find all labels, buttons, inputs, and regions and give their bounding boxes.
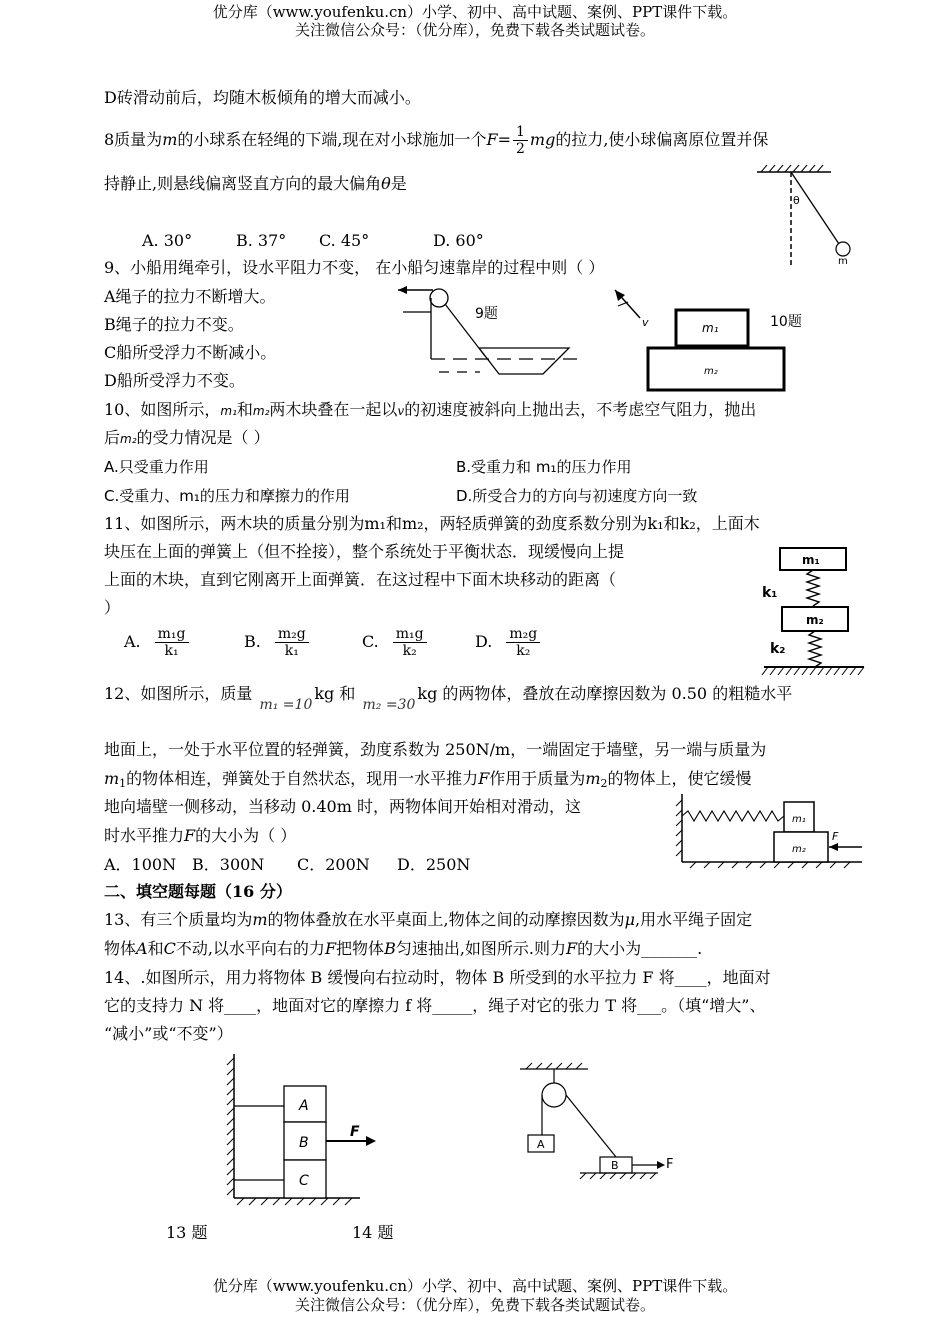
q10-stem-line2: 后m₂的受力情况是（ ） [104,428,270,447]
m1-block-label: m₁ [702,321,719,335]
q8-option-d: D. 60° [433,231,484,250]
q9-option-c: C船所受浮力不断减小。 [104,343,277,362]
q12-stem-line1: 12、如图所示，质量 m₁ =10kg 和 m₂ =30kg 的两物体，叠放在动摩擦因数为 0.50 的粗糙水平 [104,684,793,713]
q11-springs-figure [760,545,890,680]
q7-option-d: D砖滑动前后，均随木板倾角的增大而减小。 [104,88,421,107]
footer-line-2: 关注微信公众号：（优分库），免费下载各类试题试卷。 [294,1296,655,1314]
q14-stem-line1: 14、.如图所示，用力将物体 B 缓慢向右拉动时，物体 B 所受到的水平拉力 F 将____，地面对 [104,968,771,987]
m2-block-label: m₂ [704,366,718,377]
block-b-label: B [299,1135,309,1151]
q10-figure-label: 10题 [770,314,802,330]
q11-option-d: D. $\frac{\text{m₂g}}{\text{k₂}}$ [475,626,542,659]
q12-stem-line2: 地面上，一处于水平位置的轻弹簧，劲度系数为 250N/m，一端固定于墙壁，另一端与质量为 [104,740,767,759]
q12-stem-line3: $m_1$的物体相连，弹簧处于自然状态，现用一水平推力F作用于质量为$m_2$的物体上，使它缓慢 [104,769,752,790]
q9-option-a: A绳子的拉力不断增大。 [104,287,276,306]
header-line-2: 关注微信公众号：（优分库），免费下载各类试题试卷。 [294,21,655,39]
section-2-title: 二、填空题每题（16 分） [104,882,292,901]
q9-boat-figure [395,284,585,379]
q11-stem-line1: 11、如图所示，两木块的质量分别为m₁和m₂，两轻质弹簧的劲度系数分别为k₁和k₂，上面木 [104,514,760,533]
block-c-label: C [299,1173,309,1189]
q13-stem-line2: 物体A和C不动,以水平向右的力F把物体B匀速抽出,如图所示.则力F的大小为_______. [104,939,703,958]
half-fraction: $\frac{1}{2}$ [513,124,528,157]
q13-figure-caption: 13 题 [166,1223,208,1242]
force-label: F [350,1124,360,1140]
block-a-label: A [299,1098,309,1114]
q8-stem-line2: 持静止,则悬线偏离竖直方向的最大偏角θ是 [104,174,407,193]
q12-spring-figure [676,792,866,868]
q11-option-a: A. $\frac{\text{m₁g}}{\text{k₁}}$ [124,626,191,659]
q13-stem-line1: 13、有三个质量均为m的物体叠放在水平桌面上,物体之间的动摩擦因数为μ,用水平绳子固定 [104,910,753,929]
q12-option-c: C．200N [297,855,370,874]
q8-option-a: A. 30° [142,231,193,250]
q8-option-b: B. 37° [236,231,287,250]
header-line-1: 优分库（www.youfenku.cn）小学、初中、高中试题、案例、PPT课件下载。 [212,3,738,21]
q10-option-b: B.受重力和 m₁的压力作用 [456,458,632,476]
m1-label: m₁ [792,814,806,825]
q11-option-c: C. $\frac{\text{m₁g}}{\text{k₂}}$ [362,626,429,659]
q8-option-c: C. 45° [319,231,370,250]
q8-stem-line1: 8质量为m的小球系在轻绳的下端,现在对小球施加一个F= $\frac{1}{2}$ mg的拉力,使小球偏离原位置并保 [104,124,769,157]
q12-option-a: A．100N [104,855,177,874]
q9-figure-label: 9题 [475,306,498,322]
k1-label: k₁ [762,585,778,601]
k2-label: k₂ [770,641,786,657]
q8-pendulum-figure [755,168,865,268]
q11-stem-line2: 块压在上面的弹簧上（但不拴接），整个系统处于平衡状态．现缓慢向上提 [104,542,625,561]
q14-figure-caption: 14 题 [352,1223,394,1242]
q10-option-c: C.受重力、m₁的压力和摩擦力的作用 [104,487,350,505]
block-b-label: B [611,1159,619,1172]
q14-stem-line3: “减小”或“不变”） [104,1024,233,1043]
q10-stem-line1: 10、如图所示，m₁和m₂两木块叠在一起以v的初速度被斜向上抛出去，不考虑空气阻力，抛出 [104,400,757,419]
q9-option-b: B绳子的拉力不变。 [104,315,244,334]
q12-option-d: D．250N [397,855,471,874]
q13-blocks-figure [220,1052,380,1207]
q14-stem-line2: 它的支持力 N 将____，地面对它的摩擦力 f 将_____，绳子对它的张力 T 将___。（填“增大”、 [104,996,766,1015]
q11-option-b: B. $\frac{\text{m₂g}}{\text{k₁}}$ [244,626,311,659]
footer-line-1: 优分库（www.youfenku.cn）小学、初中、高中试题、案例、PPT课件下载。 [212,1277,738,1295]
q12-stem-line5: 时水平推力F的大小为（ ） [104,826,297,845]
q10-option-d: D.所受合力的方向与初速度方向一致 [456,487,698,505]
mass-label: m [838,256,848,267]
m2-label: m₂ [792,844,806,855]
q10-option-a: A.只受重力作用 [104,458,209,476]
block-a-label: A [537,1138,545,1151]
m2-label: m₂ [806,613,824,627]
theta-label: θ [793,194,800,207]
q11-stem-line4: ） [104,598,121,617]
q14-pulley-figure [518,1065,688,1185]
m1-label: m₁ [802,553,820,567]
force-label: F [666,1157,674,1172]
velocity-label: v [642,316,649,329]
q9-option-d: D船所受浮力不变。 [104,371,245,390]
q11-stem-line3: 上面的木块，直到它刚离开上面弹簧．在这过程中下面木块移动的距离（ [104,570,617,589]
q10-blocks-figure [612,288,812,393]
force-label: F [832,830,839,843]
q9-stem: 9、小船用绳牵引，设水平阻力不变， 在小船匀速靠岸的过程中则（ ） [104,258,605,277]
q12-option-b: B．300N [192,855,265,874]
q12-stem-line4: 地向墙壁一侧移动，当移动 0.40m 时，两物体间开始相对滑动，这 [104,797,581,816]
